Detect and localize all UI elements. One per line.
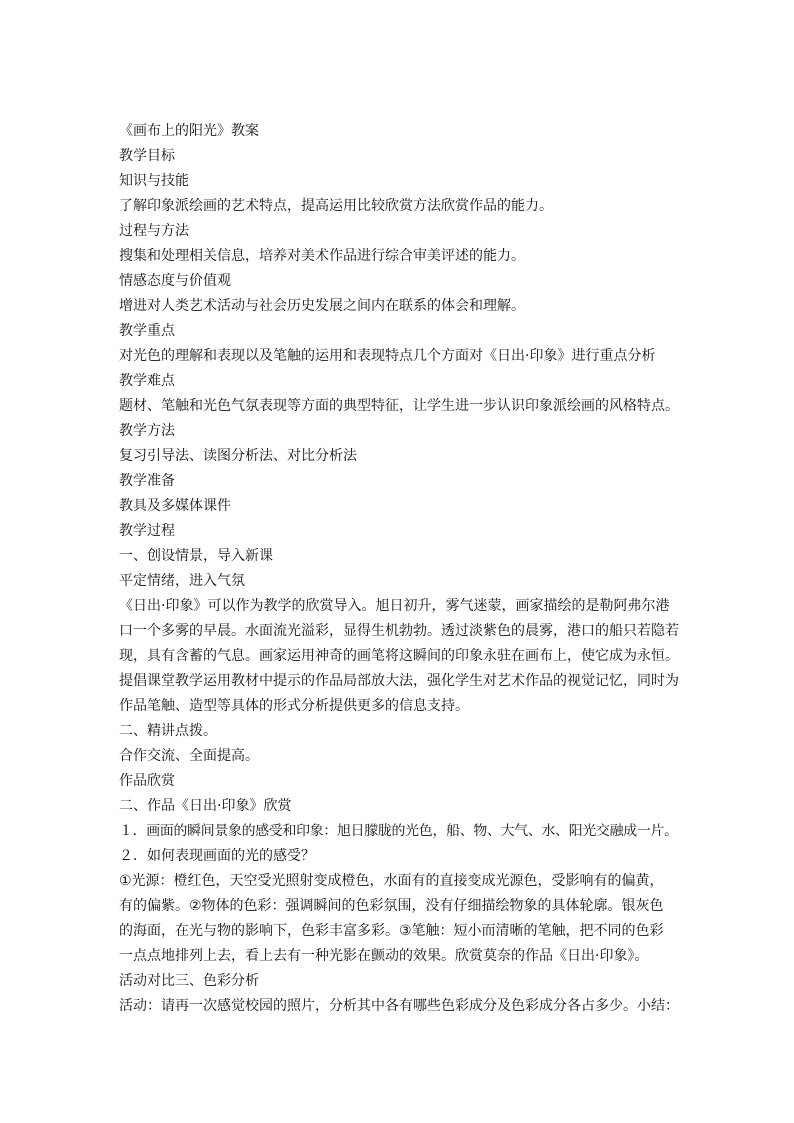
section-create-scene: 一、创设情景，导入新课 <box>119 548 273 564</box>
text-emotion-values: 增进对人类艺术活动与社会历史发展之间内在联系的体会和理解。 <box>119 298 525 314</box>
subheading-knowledge-skills: 知识与技能 <box>119 173 189 189</box>
document-title: 《画布上的阳光》教案 <box>119 123 259 139</box>
heading-appreciation: 作品欣赏 <box>119 773 175 789</box>
heading-methods: 教学方法 <box>119 423 175 439</box>
paragraph-line: 作品笔触、造型等具体的形式分析提供更多的信息支持。 <box>119 698 469 714</box>
text-activity: 活动：请再一次感觉校园的照片，分析其中各有哪些色彩成分及色彩成分各占多少。小结： <box>119 998 679 1014</box>
paragraph-intro <box>119 594 679 719</box>
section-artwork: 二、作品《日出·印象》欣赏 <box>119 798 292 814</box>
text-cooperation: 合作交流、全面提高。 <box>119 748 259 764</box>
text-knowledge-skills: 了解印象派绘画的艺术特点，提高运用比较欣赏方法欣赏作品的能力。 <box>119 198 553 214</box>
list-item-2: ２．如何表现画面的光的感受？ <box>119 848 315 864</box>
heading-process: 教学过程 <box>119 523 175 539</box>
paragraph-line: 提倡课堂教学运用教材中提示的作品局部放大法，强化学生对艺术作品的视觉记忆，同时为 <box>119 673 679 689</box>
heading-preparation: 教学准备 <box>119 473 175 489</box>
text-calm-mood: 平定情绪，进入气氛 <box>119 573 245 589</box>
paragraph-line: 一点点地排列上去，看上去有一种光影在颤动的效果。欣赏莫奈的作品《日出·印象》。 <box>119 948 649 964</box>
subheading-process-method: 过程与方法 <box>119 223 189 239</box>
subheading-emotion-values: 情感态度与价值观 <box>119 273 231 289</box>
section-explain: 二、精讲点拨。 <box>119 723 217 739</box>
document-page <box>119 119 679 1019</box>
text-methods: 复习引导法、读图分析法、对比分析法 <box>119 448 357 464</box>
text-preparation: 教具及多媒体课件 <box>119 498 231 514</box>
paragraph-line: ①光源：橙红色，天空受光照射变成橙色，水面有的直接变成光源色，受影响有的偏黄， <box>119 873 664 889</box>
paragraph-light <box>119 869 679 969</box>
paragraph-line: 《日出·印象》可以作为教学的欣赏导入。旭日初升，雾气迷蒙，画家描绘的是勒阿弗尔港 <box>119 598 670 614</box>
paragraph-line: 现，具有含蓄的气息。画家运用神奇的画笔将这瞬间的印象永驻在画布上，使它成为永恒。 <box>119 648 679 664</box>
text-difficulties: 题材、笔触和光色气氛表现等方面的典型特征，让学生进一步认识印象派绘画的风格特点。 <box>119 398 679 414</box>
text-process-method: 搜集和处理相关信息，培养对美术作品进行综合审美评述的能力。 <box>119 248 525 264</box>
paragraph-line: 口一个多雾的早晨。水面流光溢彩，显得生机勃勃。透过淡紫色的晨雾，港口的船只若隐若 <box>119 623 679 639</box>
text-key-points: 对光色的理解和表现以及笔触的运用和表现特点几个方面对《日出·印象》进行重点分析 <box>119 348 656 364</box>
heading-key-points: 教学重点 <box>119 323 175 339</box>
paragraph-line: 有的偏紫。②物体的色彩：强调瞬间的色彩氛围，没有仔细描绘物象的具体轮廓。银灰色 <box>119 898 664 914</box>
heading-difficulties: 教学难点 <box>119 373 175 389</box>
section-color-analysis: 活动对比三、色彩分析 <box>119 973 259 989</box>
paragraph-line: 的海面，在光与物的影响下，色彩丰富多彩。③笔触：短小而清晰的笔触，把不同的色彩 <box>119 923 664 939</box>
list-item-1: １．画面的瞬间景象的感受和印象：旭日朦胧的光色，船、物、大气、水、阳光交融成一片。 <box>119 823 678 839</box>
heading-teaching-goals: 教学目标 <box>119 148 175 164</box>
